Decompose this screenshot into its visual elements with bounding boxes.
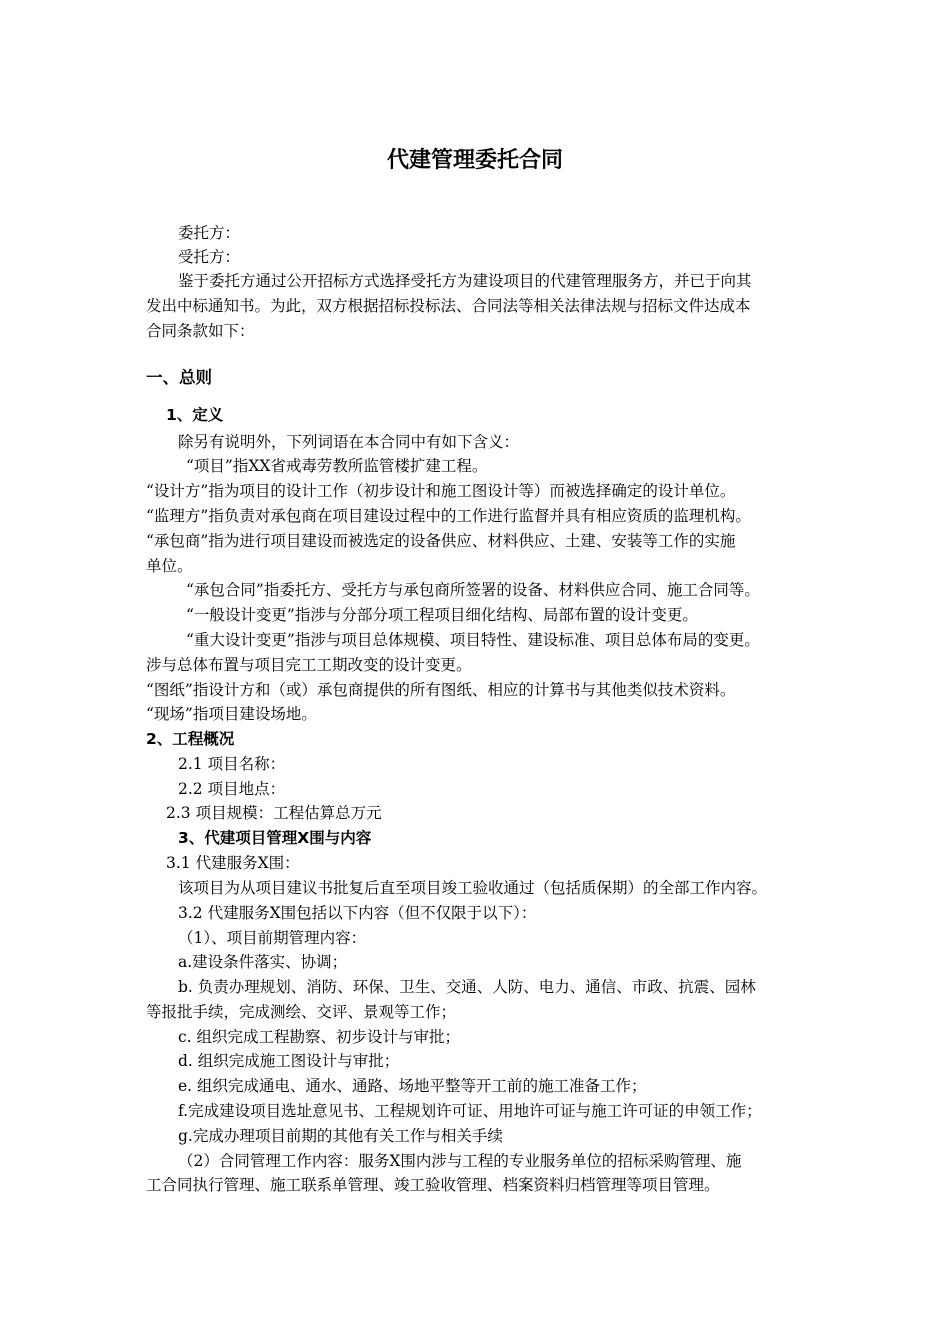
definition-contractor: “承包商”指为进行项目建设而被选定的设备供应、材料供应、土建、安装等工作的实施 (146, 532, 736, 550)
project-name-line: 2.1 项目名称： (178, 755, 286, 773)
definition-project: “项目”指XX省戒毒劳教所监管楼扩建工程。 (186, 457, 488, 475)
definition-supervisor: “监理方”指负责对承包商在项目建设过程中的工作进行监督并具有相应资质的监理机构。 (146, 507, 751, 525)
item-a: a.建设条件落实、协调； (178, 953, 348, 971)
subsection-heading-scope: 3、代建项目管理X围与内容 (178, 829, 372, 847)
definition-site: “现场”指项目建设场地。 (146, 705, 317, 723)
item-b-cont: 等报批手续，完成测绘、交评、景观等工作； (146, 1003, 457, 1021)
scope-heading-3-2: 3.2 代建服务X围包括以下内容（但不仅限于以下）： (178, 904, 537, 922)
item-b: b. 负责办理规划、消防、环保、卫生、交通、人防、电力、通信、市政、抗震、园林 (178, 978, 756, 996)
definition-major-change: “重大设计变更”指涉与项目总体规模、项目特性、建设标准、项目总体布局的变更。 (186, 631, 760, 649)
project-scale-line: 2.3 项目规模：工程估算总万元 (166, 804, 382, 822)
definition-major-change-cont: 涉与总体布置与项目完工工期改变的设计变更。 (146, 656, 472, 674)
contract-management-line-2: 工合同执行管理、施工联系单管理、竣工验收管理、档案资料归档管理等项目管理。 (146, 1176, 720, 1194)
preamble-line-1: 鉴于委托方通过公开招标方式选择受托方为建设项目的代建管理服务方，并已于向其 (178, 272, 752, 290)
section-heading-general: 一、总则 (146, 368, 212, 387)
trustee-party-line: 受托方： (178, 248, 241, 266)
client-party-line: 委托方： (178, 224, 241, 242)
item-c: c. 组织完成工程勘察、初步设计与审批； (178, 1028, 461, 1046)
definition-general-change: “一般设计变更”指涉与分部分项工程项目细化结构、局部布置的设计变更。 (186, 606, 698, 624)
item-d: d. 组织完成施工图设计与审批； (178, 1052, 400, 1070)
definitions-intro: 除另有说明外，下列词语在本合同中有如下含义： (178, 433, 520, 451)
definition-drawings: “图纸”指设计方和（或）承包商提供的所有图纸、相应的计算书与其他类似技术资料。 (146, 681, 736, 699)
pre-phase-heading: （1）、项目前期管理内容： (178, 929, 367, 947)
item-f: f.完成建设项目选址意见书、工程规划许可证、用地许可证与施工许可证的申领工作； (178, 1102, 762, 1120)
document-title: 代建管理委托合同 (386, 148, 563, 173)
preamble-line-2: 发出中标通知书。为此，双方根据招标投标法、合同法等相关法律法规与招标文件达成本 (146, 297, 751, 315)
subsection-heading-overview: 2、工程概况 (146, 730, 235, 748)
definition-contract: “承包合同”指委托方、受托方与承包商所签署的设备、材料供应合同、施工合同等。 (186, 581, 760, 599)
definition-contractor-cont: 单位。 (146, 557, 193, 575)
item-g: g.完成办理项目前期的其他有关工作与相关手续 (178, 1127, 503, 1145)
subsection-heading-definitions: 1、定义 (166, 406, 224, 424)
project-location-line: 2.2 项目地点： (178, 780, 286, 798)
item-e: e. 组织完成通电、通水、通路、场地平整等开工前的施工准备工作； (178, 1077, 647, 1095)
preamble-line-3: 合同条款如下： (146, 322, 255, 340)
contract-management-line-1: （2）合同管理工作内容：服务X围内涉与工程的专业服务单位的招标采购管理、施 (178, 1152, 742, 1170)
scope-description: 该项目为从项目建议书批复后直至项目竣工验收通过（包括质保期）的全部工作内容。 (178, 879, 768, 897)
scope-heading-3-1: 3.1 代建服务X围： (166, 854, 300, 872)
definition-designer: “设计方”指为项目的设计工作（初步设计和施工图设计等）而被选择确定的设计单位。 (146, 482, 736, 500)
